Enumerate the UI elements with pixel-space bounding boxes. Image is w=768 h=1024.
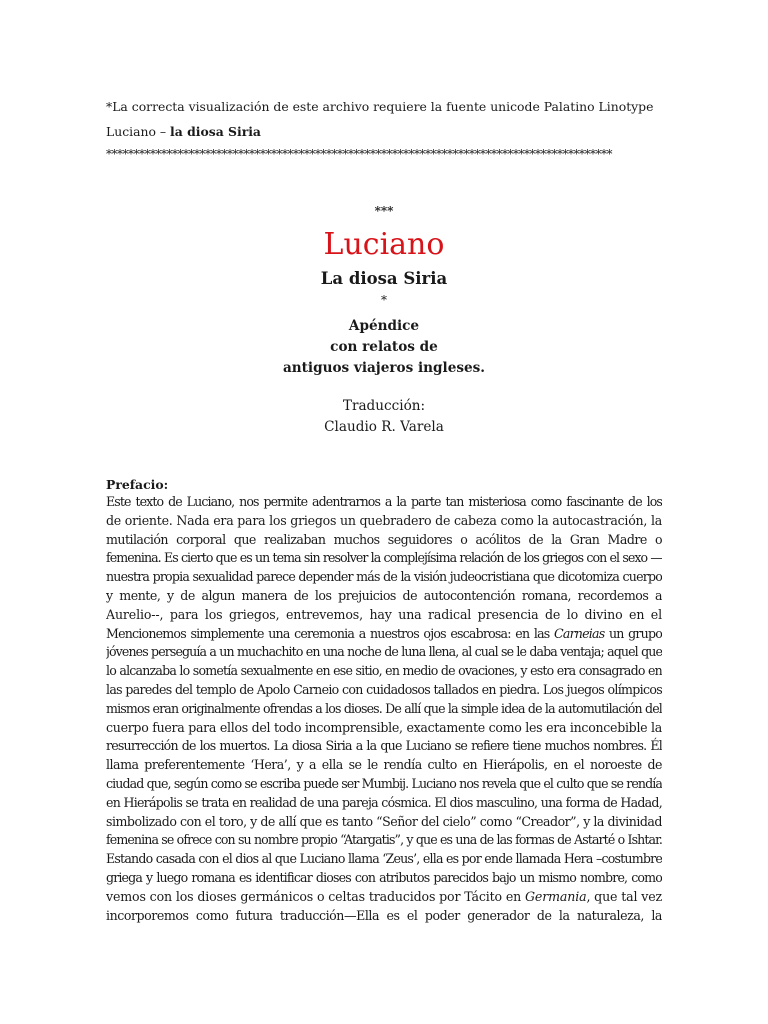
appendix-line: antiguos viajeros ingleses. <box>282 360 486 376</box>
section-stars: *** <box>374 204 394 218</box>
appendix-line: con relatos de <box>330 339 438 355</box>
prefacio-line: mutilación corporal que realizaban muchos seguidores o acólitos de la Gran Madre o <box>106 531 662 547</box>
prefacio-line: femenina se ofrece con su nombre propio “Atargatis”, y que es una de las formas de Astarté o Ishtar. <box>106 832 662 848</box>
prefacio-line: griega y luego romana es identificar dioses con atributos parecidos bajo un mismo nombre, como <box>106 869 662 885</box>
prefacio-line: Aurelio--, para los griegos, entrevemos, hay una radical presencia de lo divino en el <box>106 606 662 622</box>
title-star: * <box>381 293 387 307</box>
prefacio-line: jóvenes perseguía a un muchachito en una noche de luna llena, al cual se le daba ventaja; aquel que <box>106 644 662 660</box>
prefacio-line: Mencionemos simplemente una ceremonia a nuestros ojos escabrosa: en las Carneias un grupo <box>106 625 662 641</box>
prefacio-line: mismos eran originalmente ofrendas a los dioses. De allí que la simple idea de la automutilación del <box>106 700 662 716</box>
prefacio-line: resurrección de los muertos. La diosa Siria a la que Luciano se refiere tiene muchos nombres. Él <box>106 738 662 754</box>
prefacio-line: cuerpo fuera para ellos del todo incomprensible, exactamente como les era inconcebible la <box>106 719 662 735</box>
prefacio-line: de oriente. Nada era para los griegos un quebradero de cabeza como la autocastración, la <box>106 512 662 528</box>
asterisk-divider: ******************************************************************************************** <box>106 148 612 160</box>
translator-name: Claudio R. Varela <box>324 419 444 435</box>
author-title: Luciano <box>323 227 445 262</box>
prefacio-line: incorporemos como futura traducción—Ella es el poder generador de la naturaleza, la <box>106 907 662 923</box>
prefacio-line: ciudad que, según como se escriba puede ser Mumbij. Luciano nos revela que el culto que se rendía <box>106 775 662 791</box>
prefacio-body <box>106 493 662 925</box>
translation-block <box>106 396 662 438</box>
prefacio-line: nuestra propia sexualidad parece depender más de la visión judeocristiana que dicotomiza cuerpo <box>106 569 662 585</box>
work-title: La diosa Siria <box>320 269 448 288</box>
prefacio-line: simbolizado con el toro, y de allí que es tanto “Señor del cielo” como “Creador”, y la divinidad <box>106 813 662 829</box>
header-work: la diosa Siria <box>170 124 261 139</box>
prefacio-line: Este texto de Luciano, nos permite adentrarnos a la parte tan misteriosa como fascinante de los <box>106 494 662 509</box>
header-author: Luciano <box>106 124 156 139</box>
prefacio-line: en Hierápolis se trata en realidad de una pareja cósmica. El dios masculino, una forma de Hadad, <box>106 794 662 810</box>
prefacio-heading: Prefacio: <box>106 477 169 492</box>
italic-term: Carneias <box>554 625 605 641</box>
prefacio-line: femenina. Es cierto que es un tema sin resolver la complejísima relación de los griegos con el sexo — <box>106 550 662 566</box>
prefacio-line: y mente, y de algun manera de los prejuicios de autocontención romana, recordemos a <box>106 587 662 603</box>
appendix-line: Apéndice <box>348 318 420 334</box>
font-note: *La correcta visualización de este archivo requiere la fuente unicode Palatino Linotype <box>106 99 654 114</box>
prefacio-line: llama preferentemente ‘Hera’, y a ella se le rendía culto en Hierápolis, en el noroeste de <box>106 757 662 773</box>
translation-label: Traducción: <box>342 398 426 414</box>
prefacio-line: las paredes del templo de Apolo Carneio con cuidadosos tallados en piedra. Los juegos olímpicos <box>106 681 662 697</box>
prefacio-line: lo alcanzaba lo sometía sexualmente en ese sitio, en medio de ovaciones, y esto era consagrado en <box>106 663 662 679</box>
italic-term: Germania <box>525 888 587 904</box>
appendix-block <box>106 316 662 379</box>
prefacio-line: Estando casada con el dios al que Luciano llama ‘Zeus’, ella es por ende llamada Hera –costumbre <box>106 851 662 867</box>
header-separator: – <box>155 124 171 139</box>
prefacio-line: vemos con los dioses germánicos o celtas traducidos por Tácito en Germania, que tal vez <box>106 888 662 904</box>
running-header <box>106 124 261 140</box>
